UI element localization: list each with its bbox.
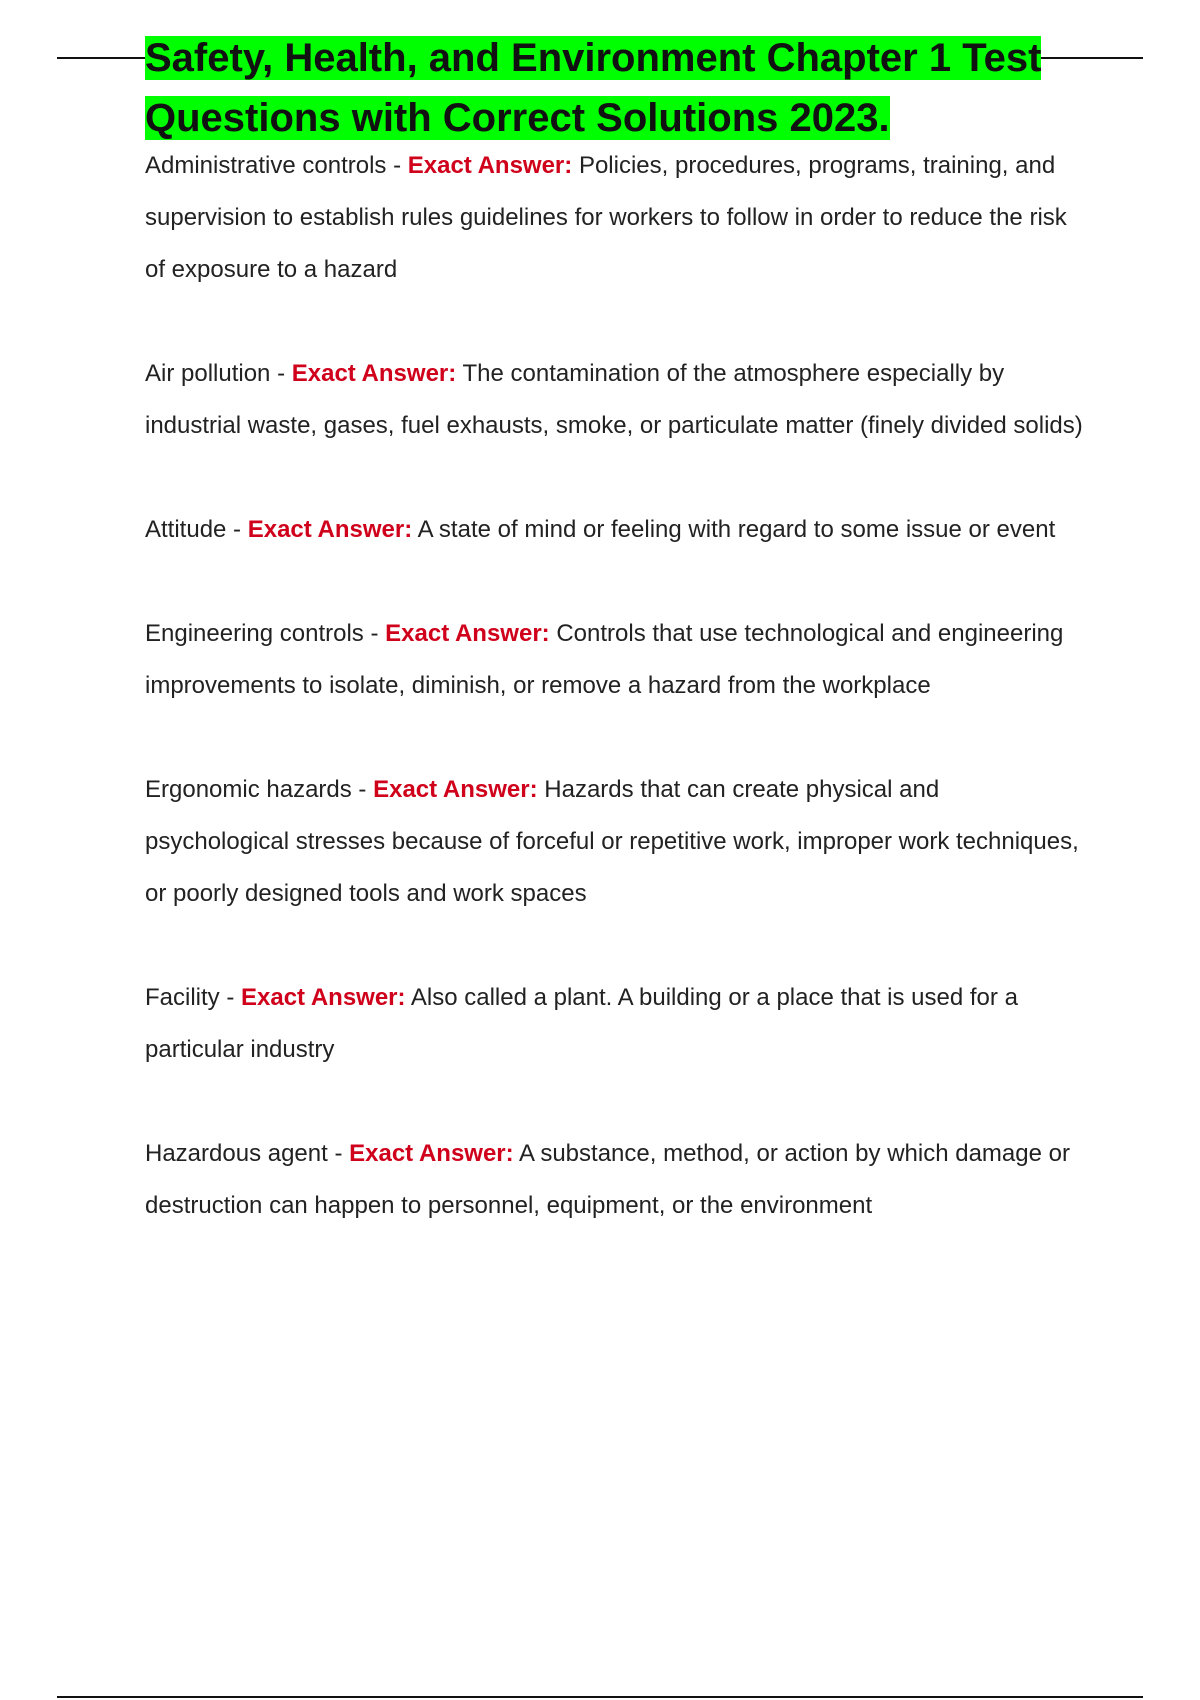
footer-rule: [57, 1696, 1143, 1698]
entry-separator: -: [351, 776, 374, 803]
entry-term: Hazardous agent: [145, 1140, 328, 1167]
entry-separator: -: [219, 984, 241, 1011]
entry-separator: -: [327, 1140, 350, 1167]
entry-definition: Also called a plant. A building or a place that is used for a particular industry: [145, 984, 1018, 1063]
entry-engineering-controls: [145, 608, 1085, 712]
entry-definition: Controls that use technological and engineering improvements to isolate, diminish, or remove a hazard from the workplace: [145, 620, 1064, 699]
entry-term: Air pollution: [145, 360, 271, 387]
entry-administrative-controls: [145, 140, 1085, 296]
entry-term: Facility: [145, 984, 220, 1011]
entry-definition: A substance, method, or action by which damage or destruction can happen to personnel, equipment, or the environment: [145, 1140, 1070, 1219]
entry-separator: -: [386, 152, 408, 179]
entry-definition: Policies, procedures, programs, training, and supervision to establish rules guidelines for workers to follow in order to reduce the risk of exposure to a hazard: [145, 152, 1067, 283]
exact-answer-label: Exact Answer:: [385, 620, 550, 647]
entry-definition: The contamination of the atmosphere especially by industrial waste, gases, fuel exhausts, smoke, or particulate matter (finely divided solids): [145, 360, 1083, 439]
entry-facility: [145, 972, 1085, 1076]
entry-definition: Hazards that can create physical and psychological stresses because of forceful or repetitive work, improper work techniques, or poorly designed tools and work spaces: [145, 776, 1079, 907]
entries-list: [145, 140, 1085, 1284]
exact-answer-label: Exact Answer:: [241, 984, 406, 1011]
document-title: [145, 28, 1095, 148]
entry-separator: -: [270, 360, 292, 387]
title-block: [145, 28, 1095, 148]
entry-separator: -: [363, 620, 386, 647]
entry-term: Administrative controls: [145, 152, 387, 179]
entry-attitude: [145, 504, 1085, 556]
exact-answer-label: Exact Answer:: [349, 1140, 514, 1167]
entry-air-pollution: [145, 348, 1085, 452]
entry-separator: -: [226, 516, 248, 543]
entry-definition: A state of mind or feeling with regard to some issue or event: [417, 516, 1056, 543]
exact-answer-label: Exact Answer:: [291, 360, 457, 387]
entry-ergonomic-hazards: [145, 764, 1085, 920]
entry-term: Ergonomic hazards: [145, 776, 352, 803]
entry-term: Engineering controls: [145, 620, 364, 647]
title-highlight: Safety, Health, and Environment Chapter 1 Test Questions with Correct Solutions 2023.: [145, 36, 1042, 140]
exact-answer-label: Exact Answer:: [247, 516, 413, 543]
entry-hazardous-agent: [145, 1128, 1085, 1232]
exact-answer-label: Exact Answer:: [407, 152, 573, 179]
exact-answer-label: Exact Answer:: [373, 776, 538, 803]
entry-term: Attitude: [145, 516, 227, 543]
